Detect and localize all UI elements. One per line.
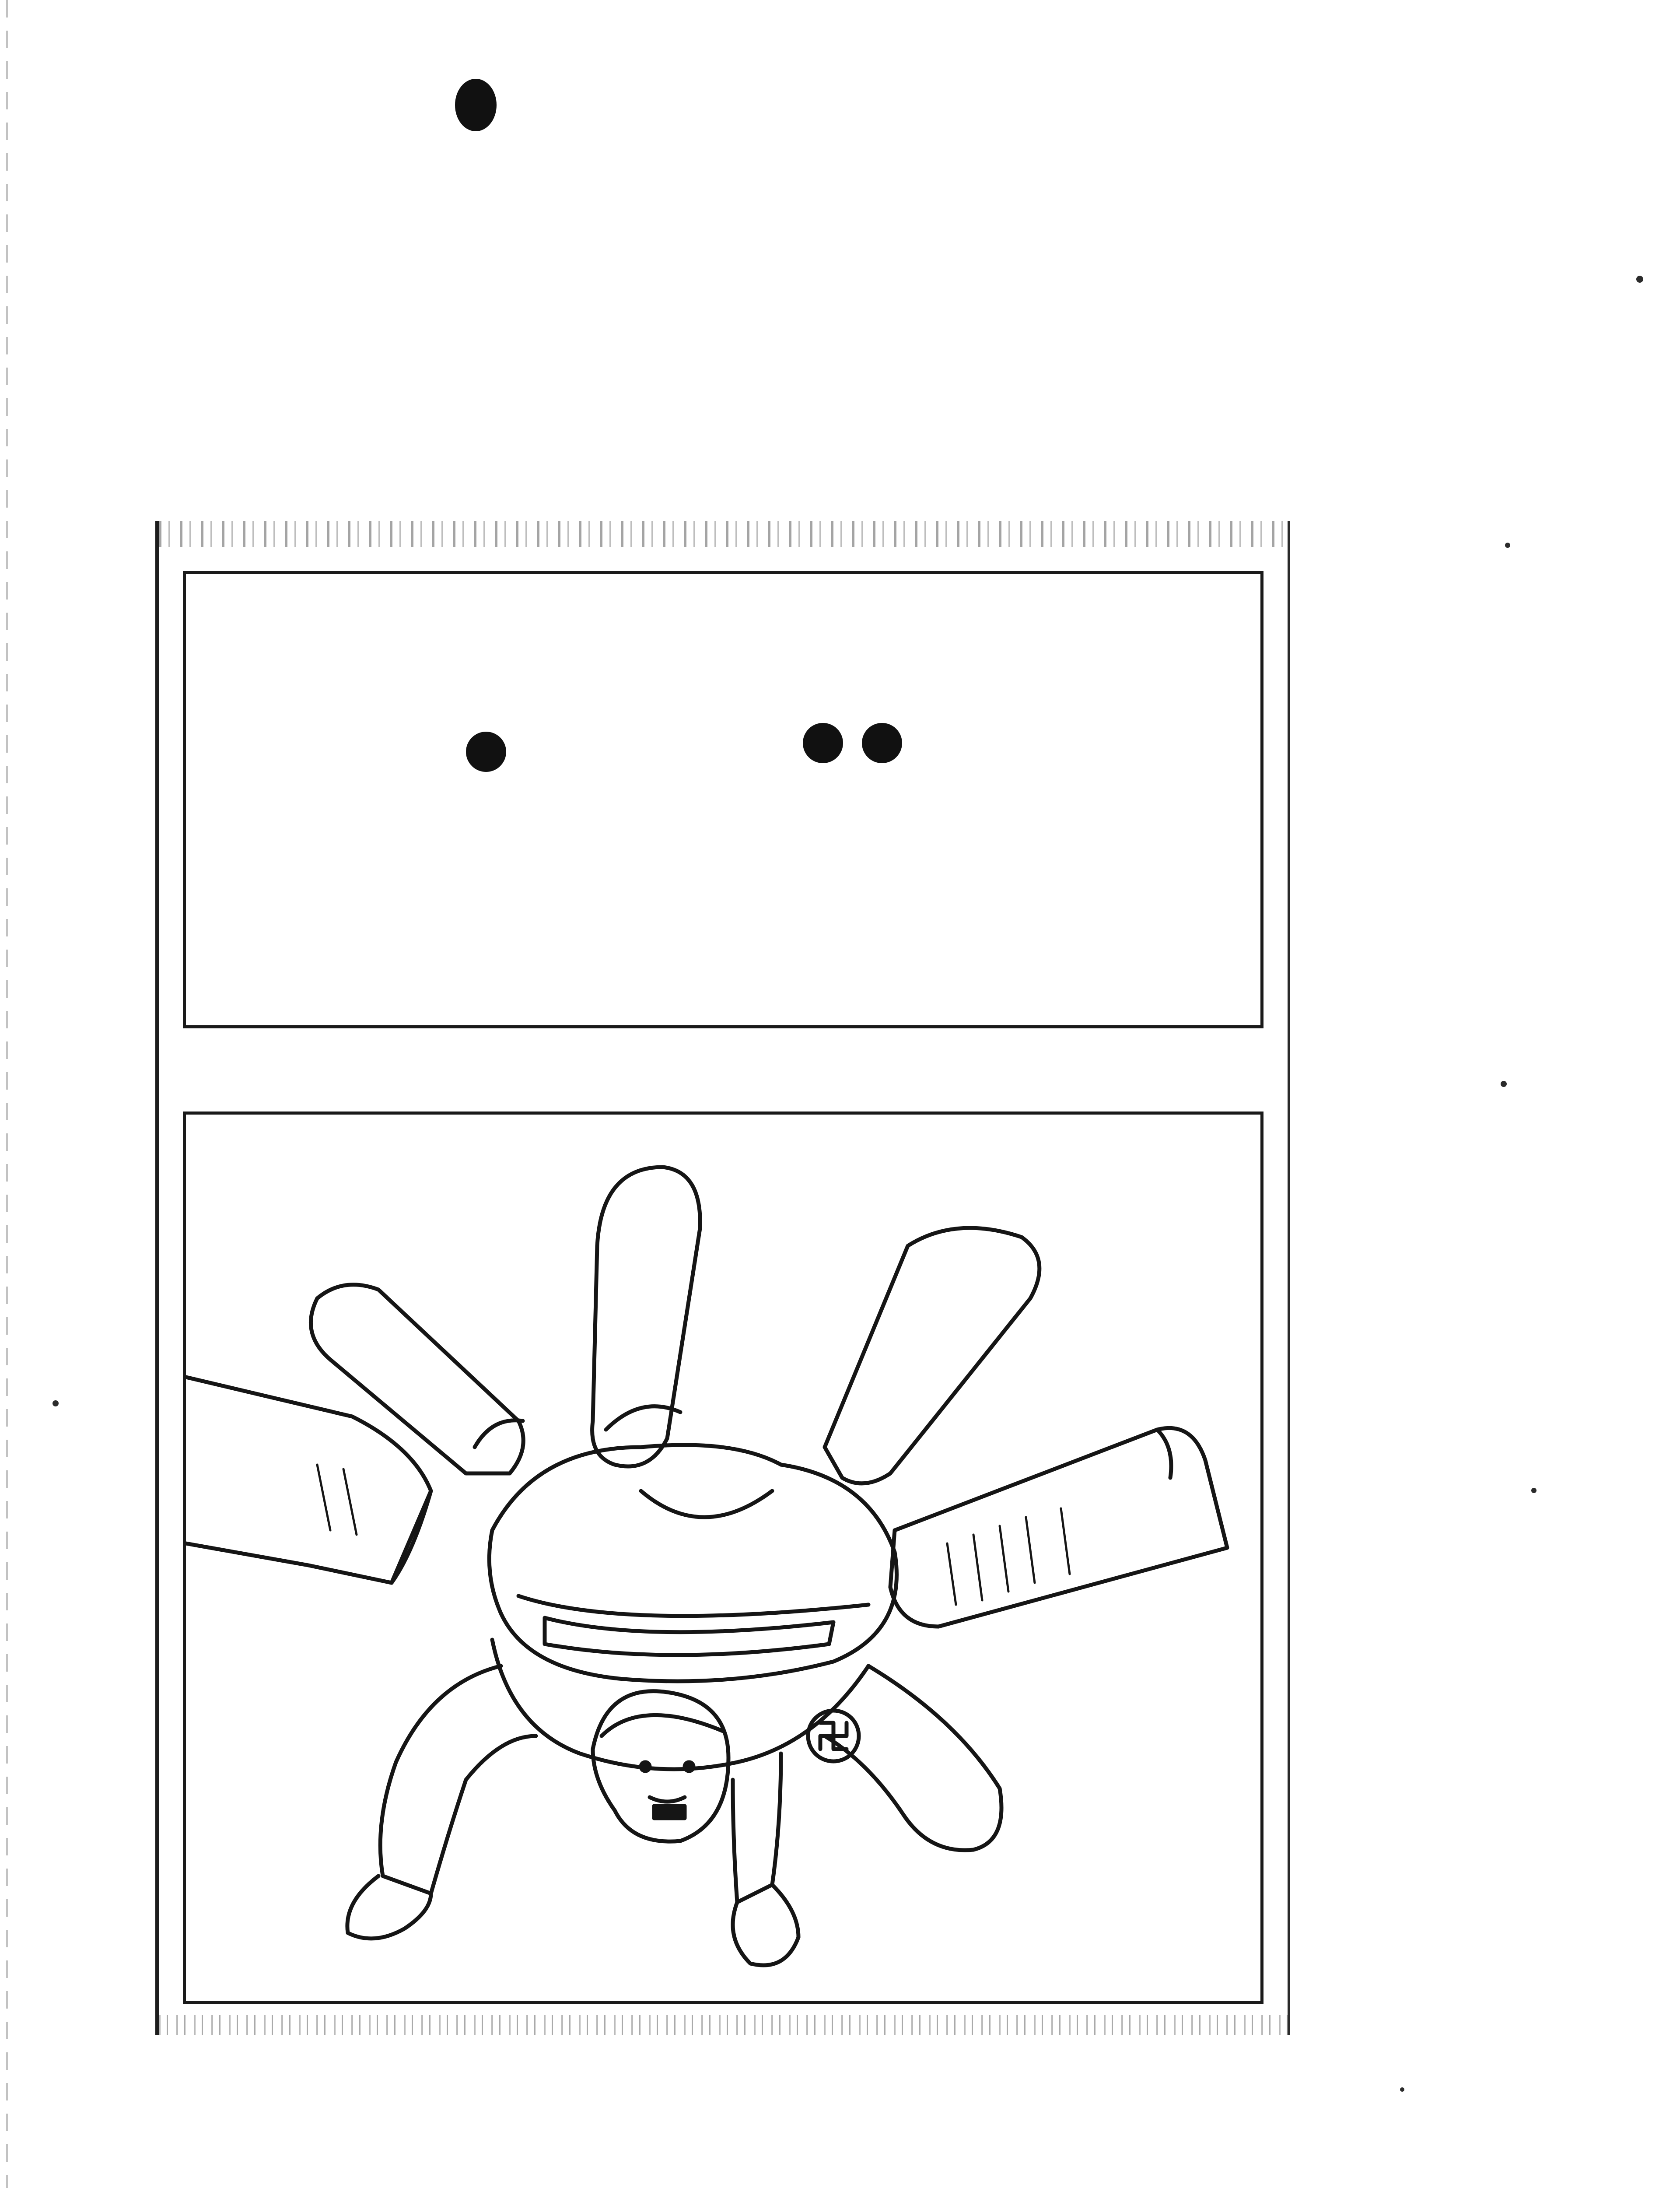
right-hand [733, 1885, 798, 1965]
cartoon-drawing [186, 1115, 1260, 2001]
cartoon-frame [183, 1112, 1264, 2004]
voelker-leg [311, 1285, 523, 1473]
ink-blot [455, 79, 497, 131]
umlaut-dot [862, 723, 902, 763]
scan-speck [1501, 1081, 1507, 1087]
left-hand [347, 1876, 431, 1939]
scan-edge-line [6, 0, 8, 2188]
umlaut-dot [803, 723, 843, 763]
england-leg [825, 1228, 1040, 1483]
belt [545, 1618, 833, 1655]
flyer-facsimile [155, 521, 1290, 2035]
scan-speck [1531, 1488, 1536, 1493]
figure-right-leg [825, 1666, 1001, 1850]
scan-speck [1400, 2087, 1404, 2092]
scan-noise-bottom [159, 2015, 1288, 2035]
central-leg [592, 1167, 700, 1466]
flyer-title-box [183, 571, 1264, 1028]
scan-speck [1636, 276, 1643, 283]
udssr-arm [186, 1377, 431, 1583]
scan-speck [1505, 543, 1510, 548]
scan-speck [52, 1400, 59, 1406]
figure-right-arm [733, 1753, 781, 1902]
usa-leg [890, 1428, 1227, 1627]
scan-noise-top [159, 521, 1288, 547]
umlaut-dot [466, 732, 506, 772]
